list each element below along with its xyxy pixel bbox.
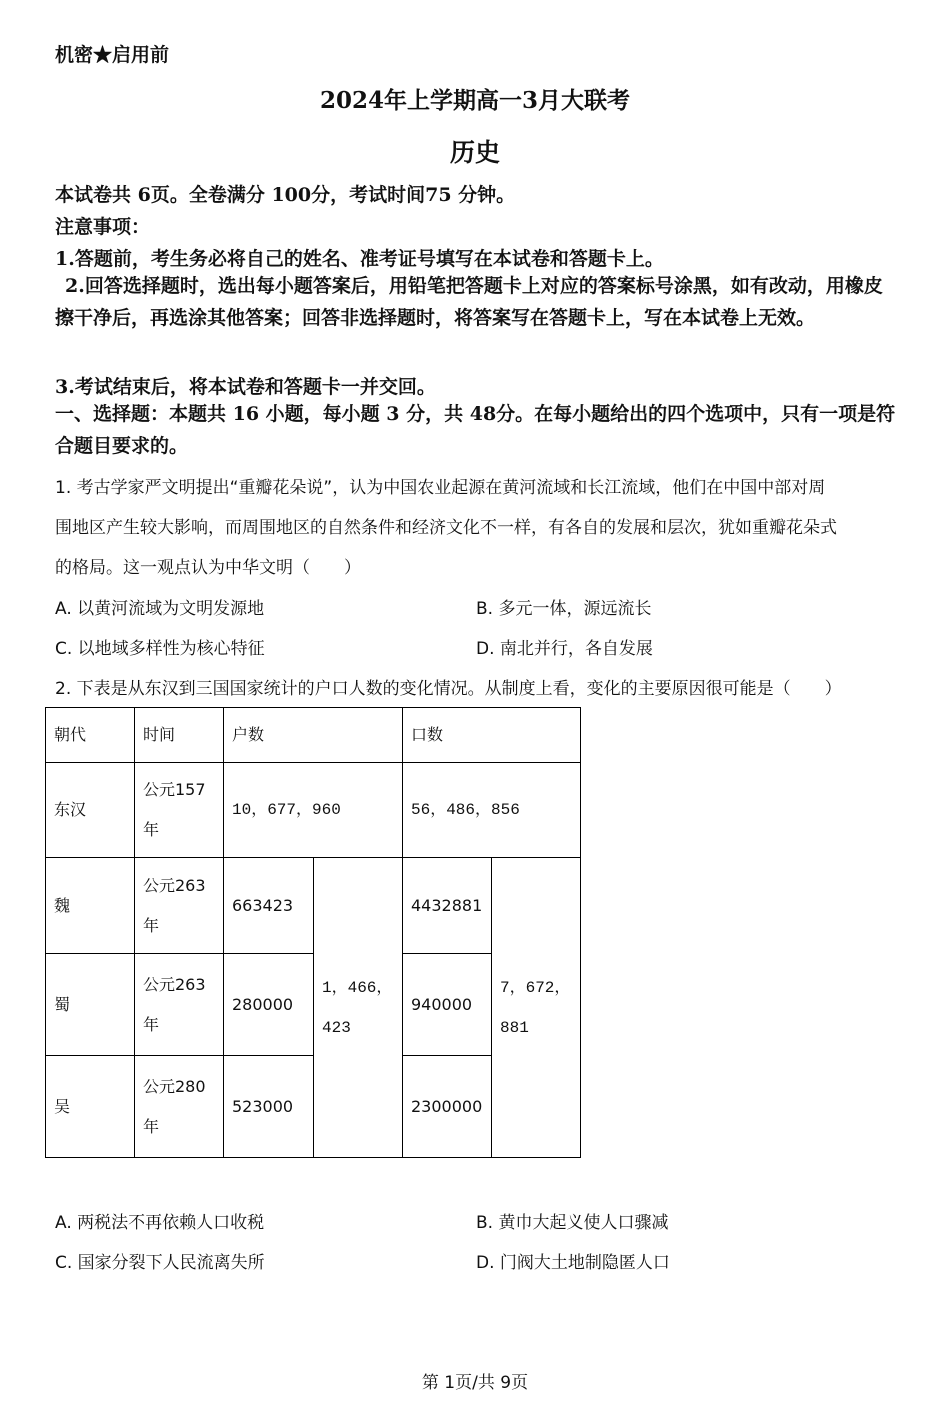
header-time: 时间 <box>135 708 224 763</box>
population-table <box>45 707 581 1158</box>
time-cell: 公元157年 <box>135 763 224 858</box>
q2-option-a: A. 两税法不再依赖人口收税 <box>55 1213 265 1233</box>
table-header-row <box>46 708 581 763</box>
table-row <box>46 858 581 954</box>
q1-option-d: D. 南北并行，各自发展 <box>476 639 653 659</box>
three-kingdoms-population-total: 7，672，881 <box>492 858 581 1158</box>
dynasty-cell: 东汉 <box>46 763 135 858</box>
note-1: 1.答题前，考生务必将自己的姓名、准考证号填写在本试卷和答题卡上。 <box>55 248 664 270</box>
exam-summary: 本试卷共 6页。全卷满分 100分，考试时间75 分钟。 <box>55 184 516 206</box>
time-cell: 公元263年 <box>135 954 224 1056</box>
dynasty-cell: 蜀 <box>46 954 135 1056</box>
households-cell: 280000 <box>224 954 314 1056</box>
dynasty-cell: 吴 <box>46 1056 135 1158</box>
q1-stem-line-3: 的格局。这一观点认为中华文明（ ） <box>55 558 361 578</box>
table-row <box>46 763 581 858</box>
q1-option-b: B. 多元一体，源远流长 <box>476 599 652 619</box>
population-cell: 940000 <box>403 954 492 1056</box>
header-population: 口数 <box>403 708 581 763</box>
page-number: 第 1页/共 9页 <box>421 1373 529 1393</box>
population-cell: 2300000 <box>403 1056 492 1158</box>
households-cell: 663423 <box>224 858 314 954</box>
time-cell: 公元263年 <box>135 858 224 954</box>
note-2: 2.回答选择题时，选出每小题答案后，用铅笔把答题卡上对应的答案标号涂黑，如有改动，用橡皮擦干净后，再选涂其他答案；回答非选择题时，将答案写在答题卡上，写在本试卷上无效。 <box>55 275 883 329</box>
time-cell: 公元280年 <box>135 1056 224 1158</box>
q1-stem-line-1: 1. 考古学家严文明提出“重瓣花朵说”，认为中国农业起源在黄河流域和长江流域，他们在中国中部对周 <box>55 478 826 498</box>
population-cell: 4432881 <box>403 858 492 954</box>
q1-stem-line-2: 围地区产生较大影响，而周围地区的自然条件和经济文化不一样，有各自的发展和层次，犹如重瓣花朵式 <box>55 518 837 538</box>
header-dynasty: 朝代 <box>46 708 135 763</box>
q2-option-c: C. 国家分裂下人民流离失所 <box>55 1253 265 1273</box>
header-households: 户数 <box>224 708 403 763</box>
q1-option-a: A. 以黄河流域为文明发源地 <box>55 599 265 619</box>
population-cell: 56，486，856 <box>403 763 581 858</box>
notes-title: 注意事项： <box>55 216 151 238</box>
exam-title: 2024年上学期高一3月大联考 <box>319 87 631 114</box>
note-3: 3.考试结束后，将本试卷和答题卡一并交回。 <box>55 376 436 398</box>
q1-option-c: C. 以地域多样性为核心特征 <box>55 639 265 659</box>
three-kingdoms-households-total: 1，466，423 <box>314 858 403 1158</box>
q2-stem: 2. 下表是从东汉到三国国家统计的户口人数的变化情况。从制度上看，变化的主要原因很可能是（ ） <box>55 679 842 699</box>
subject-title: 历史 <box>449 138 500 167</box>
q2-option-b: B. 黄巾大起义使人口骤减 <box>476 1213 669 1233</box>
households-cell: 10，677，960 <box>224 763 403 858</box>
q2-option-d: D. 门阀大土地制隐匿人口 <box>476 1253 670 1273</box>
households-cell: 523000 <box>224 1056 314 1158</box>
dynasty-cell: 魏 <box>46 858 135 954</box>
confidential-label: 机密★启用前 <box>55 44 170 66</box>
section-1-heading: 一、选择题：本题共 16 小题，每小题 3 分，共 48分。在每小题给出的四个选项中，只有一项是符合题目要求的。 <box>55 403 896 457</box>
